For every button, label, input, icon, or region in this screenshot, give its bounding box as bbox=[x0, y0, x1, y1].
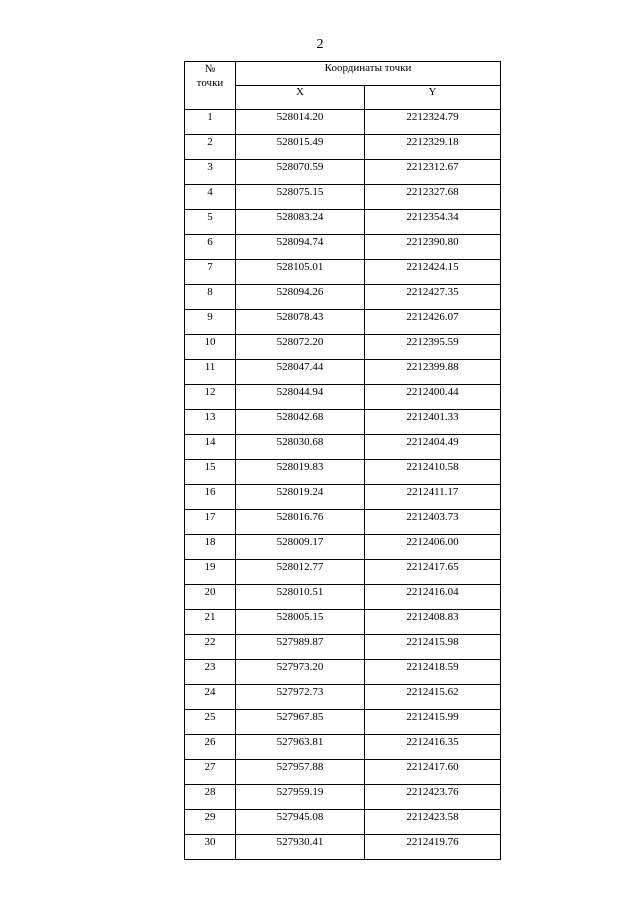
point-number-cell: 7 bbox=[185, 260, 236, 285]
point-number-header bbox=[185, 62, 236, 110]
table-row bbox=[185, 685, 501, 710]
y-coordinate-cell: 2212417.65 bbox=[365, 560, 501, 585]
table-row bbox=[185, 710, 501, 735]
point-number-cell: 22 bbox=[185, 635, 236, 660]
y-coordinate-cell: 2212426.07 bbox=[365, 310, 501, 335]
point-number-cell: 23 bbox=[185, 660, 236, 685]
x-coordinate-cell: 527930.41 bbox=[236, 835, 365, 860]
point-number-cell: 12 bbox=[185, 385, 236, 410]
table-row bbox=[185, 785, 501, 810]
point-number-cell: 17 bbox=[185, 510, 236, 535]
x-coordinate-cell: 527957.88 bbox=[236, 760, 365, 785]
x-coordinate-cell: 528070.59 bbox=[236, 160, 365, 185]
table-row bbox=[185, 310, 501, 335]
x-coordinate-cell: 528044.94 bbox=[236, 385, 365, 410]
x-coordinate-cell: 528014.20 bbox=[236, 110, 365, 135]
coordinates-table-header bbox=[185, 62, 501, 110]
y-coordinate-cell: 2212424.15 bbox=[365, 260, 501, 285]
point-number-header-label: точки bbox=[196, 77, 224, 89]
point-number-cell: 16 bbox=[185, 485, 236, 510]
y-coordinate-cell: 2212416.04 bbox=[365, 585, 501, 610]
x-coordinate-cell: 528030.68 bbox=[236, 435, 365, 460]
y-coordinate-cell: 2212419.76 bbox=[365, 835, 501, 860]
table-row bbox=[185, 360, 501, 385]
x-coordinate-cell: 528083.24 bbox=[236, 210, 365, 235]
table-row bbox=[185, 435, 501, 460]
y-coordinate-cell: 2212354.34 bbox=[365, 210, 501, 235]
point-number-cell: 3 bbox=[185, 160, 236, 185]
x-coordinate-cell: 527959.19 bbox=[236, 785, 365, 810]
x-coordinate-cell: 527967.85 bbox=[236, 710, 365, 735]
x-coordinate-cell: 528019.83 bbox=[236, 460, 365, 485]
y-coordinate-cell: 2212329.18 bbox=[365, 135, 501, 160]
point-number-cell: 30 bbox=[185, 835, 236, 860]
coordinates-table-body bbox=[185, 110, 501, 860]
point-number-cell: 4 bbox=[185, 185, 236, 210]
table-row bbox=[185, 110, 501, 135]
point-number-cell: 11 bbox=[185, 360, 236, 385]
point-number-cell: 20 bbox=[185, 585, 236, 610]
table-row bbox=[185, 660, 501, 685]
point-number-cell: 19 bbox=[185, 560, 236, 585]
point-number-header-symbol: № bbox=[204, 63, 216, 75]
table-row bbox=[185, 410, 501, 435]
table-row bbox=[185, 185, 501, 210]
coordinates-table bbox=[184, 61, 501, 860]
table-row bbox=[185, 635, 501, 660]
table-row bbox=[185, 135, 501, 160]
point-number-cell: 6 bbox=[185, 235, 236, 260]
x-coordinate-cell: 528016.76 bbox=[236, 510, 365, 535]
y-coordinate-cell: 2212408.83 bbox=[365, 610, 501, 635]
point-number-cell: 21 bbox=[185, 610, 236, 635]
x-coordinate-cell: 528094.26 bbox=[236, 285, 365, 310]
x-coordinate-cell: 528078.43 bbox=[236, 310, 365, 335]
table-row bbox=[185, 835, 501, 860]
x-coordinate-cell: 528012.77 bbox=[236, 560, 365, 585]
y-coordinate-cell: 2212415.62 bbox=[365, 685, 501, 710]
point-number-cell: 27 bbox=[185, 760, 236, 785]
y-coordinate-cell: 2212417.60 bbox=[365, 760, 501, 785]
table-row bbox=[185, 610, 501, 635]
table-row bbox=[185, 335, 501, 360]
table-row bbox=[185, 560, 501, 585]
x-coordinate-cell: 528094.74 bbox=[236, 235, 365, 260]
y-coordinate-cell: 2212324.79 bbox=[365, 110, 501, 135]
y-coordinate-cell: 2212418.59 bbox=[365, 660, 501, 685]
y-coordinate-cell: 2212406.00 bbox=[365, 535, 501, 560]
y-coordinate-cell: 2212327.68 bbox=[365, 185, 501, 210]
point-number-cell: 25 bbox=[185, 710, 236, 735]
table-row bbox=[185, 385, 501, 410]
x-coordinate-cell: 528072.20 bbox=[236, 335, 365, 360]
point-number-cell: 2 bbox=[185, 135, 236, 160]
coordinates-group-header: Координаты точки bbox=[236, 62, 501, 86]
point-number-cell: 14 bbox=[185, 435, 236, 460]
x-column-header: X bbox=[236, 86, 365, 110]
x-coordinate-cell: 527963.81 bbox=[236, 735, 365, 760]
y-coordinate-cell: 2212411.17 bbox=[365, 485, 501, 510]
table-row bbox=[185, 485, 501, 510]
point-number-cell: 24 bbox=[185, 685, 236, 710]
point-number-cell: 29 bbox=[185, 810, 236, 835]
y-coordinate-cell: 2212312.67 bbox=[365, 160, 501, 185]
y-coordinate-cell: 2212403.73 bbox=[365, 510, 501, 535]
y-coordinate-cell: 2212410.58 bbox=[365, 460, 501, 485]
table-row bbox=[185, 260, 501, 285]
point-number-cell: 9 bbox=[185, 310, 236, 335]
x-coordinate-cell: 528010.51 bbox=[236, 585, 365, 610]
point-number-cell: 18 bbox=[185, 535, 236, 560]
y-column-header: Y bbox=[365, 86, 501, 110]
y-coordinate-cell: 2212390.80 bbox=[365, 235, 501, 260]
x-coordinate-cell: 528047.44 bbox=[236, 360, 365, 385]
x-coordinate-cell: 527972.73 bbox=[236, 685, 365, 710]
x-coordinate-cell: 528105.01 bbox=[236, 260, 365, 285]
point-number-cell: 13 bbox=[185, 410, 236, 435]
point-number-cell: 15 bbox=[185, 460, 236, 485]
x-coordinate-cell: 528042.68 bbox=[236, 410, 365, 435]
y-coordinate-cell: 2212400.44 bbox=[365, 385, 501, 410]
table-row bbox=[185, 735, 501, 760]
table-row bbox=[185, 210, 501, 235]
x-coordinate-cell: 528019.24 bbox=[236, 485, 365, 510]
y-coordinate-cell: 2212399.88 bbox=[365, 360, 501, 385]
table-row bbox=[185, 285, 501, 310]
y-coordinate-cell: 2212423.76 bbox=[365, 785, 501, 810]
point-number-cell: 28 bbox=[185, 785, 236, 810]
y-coordinate-cell: 2212395.59 bbox=[365, 335, 501, 360]
y-coordinate-cell: 2212415.99 bbox=[365, 710, 501, 735]
table-row bbox=[185, 160, 501, 185]
point-number-cell: 26 bbox=[185, 735, 236, 760]
x-coordinate-cell: 528075.15 bbox=[236, 185, 365, 210]
y-coordinate-cell: 2212416.35 bbox=[365, 735, 501, 760]
x-coordinate-cell: 528015.49 bbox=[236, 135, 365, 160]
page-number: 2 bbox=[316, 37, 324, 52]
point-number-cell: 8 bbox=[185, 285, 236, 310]
table-row bbox=[185, 510, 501, 535]
y-coordinate-cell: 2212404.49 bbox=[365, 435, 501, 460]
y-coordinate-cell: 2212423.58 bbox=[365, 810, 501, 835]
table-row bbox=[185, 460, 501, 485]
table-row bbox=[185, 535, 501, 560]
table-row bbox=[185, 585, 501, 610]
table-row bbox=[185, 760, 501, 785]
table-row bbox=[185, 235, 501, 260]
x-coordinate-cell: 527989.87 bbox=[236, 635, 365, 660]
y-coordinate-cell: 2212427.35 bbox=[365, 285, 501, 310]
x-coordinate-cell: 528005.15 bbox=[236, 610, 365, 635]
point-number-cell: 10 bbox=[185, 335, 236, 360]
x-coordinate-cell: 527945.08 bbox=[236, 810, 365, 835]
x-coordinate-cell: 527973.20 bbox=[236, 660, 365, 685]
y-coordinate-cell: 2212401.33 bbox=[365, 410, 501, 435]
table-row bbox=[185, 810, 501, 835]
point-number-cell: 5 bbox=[185, 210, 236, 235]
point-number-cell: 1 bbox=[185, 110, 236, 135]
x-coordinate-cell: 528009.17 bbox=[236, 535, 365, 560]
y-coordinate-cell: 2212415.98 bbox=[365, 635, 501, 660]
